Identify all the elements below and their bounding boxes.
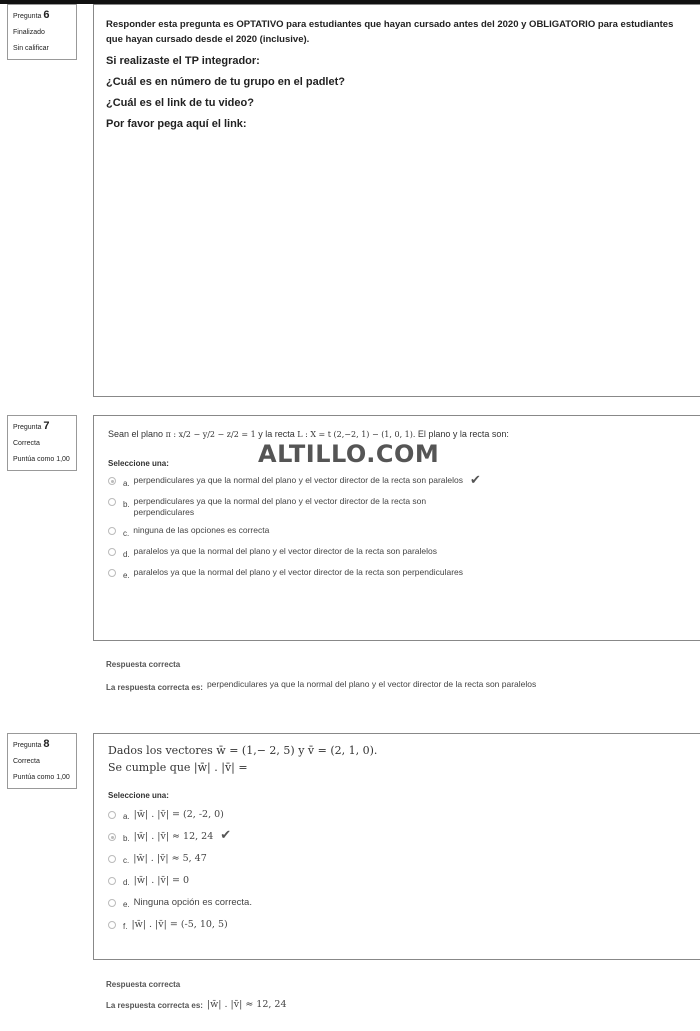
radio-button[interactable] <box>108 498 116 506</box>
question-6-info <box>7 4 77 60</box>
answer-option-d[interactable] <box>108 875 686 888</box>
check-icon: ✔ <box>220 828 232 843</box>
question-heading: Si realizaste el TP integrador: <box>106 55 260 67</box>
radio-button[interactable] <box>108 811 116 819</box>
feedback-label: La respuesta correcta es: <box>106 1001 203 1010</box>
question-status: Correcta <box>13 440 40 447</box>
radio-button[interactable] <box>108 548 116 556</box>
radio-button[interactable] <box>108 569 116 577</box>
question-heading: Por favor pega aquí el link: <box>106 118 247 130</box>
option-letter: a. <box>123 812 130 821</box>
question-7-feedback <box>106 660 536 692</box>
radio-button[interactable] <box>108 921 116 929</box>
answer-option-b[interactable] <box>108 828 686 844</box>
select-prompt: Seleccione una: <box>108 459 169 468</box>
question-8-info <box>7 733 77 789</box>
radio-button[interactable] <box>108 877 116 885</box>
option-letter: e. <box>123 900 130 909</box>
stem-text: y la recta <box>258 429 295 439</box>
check-icon: ✔ <box>470 472 481 487</box>
answer-option-a[interactable] <box>108 472 686 489</box>
option-text: |w̄| . |v̄| = (-5, 10, 5) <box>131 919 228 930</box>
radio-button[interactable] <box>108 833 116 841</box>
answer-option-a[interactable] <box>108 809 686 822</box>
answer-option-c[interactable] <box>108 525 686 539</box>
option-text: |w̄| . |v̄| ≈ 5, 47 <box>133 853 207 864</box>
option-letter: d. <box>123 550 130 559</box>
answer-option-c[interactable] <box>108 853 686 866</box>
question-7-content <box>93 415 700 641</box>
feedback-label: La respuesta correcta es: <box>106 683 203 692</box>
option-letter: c. <box>123 529 130 538</box>
feedback-title: Respuesta correcta <box>106 660 181 669</box>
select-prompt: Seleccione una: <box>108 791 169 800</box>
question-stem-line-1: Dados los vectores w̄ = (1,− 2, 5) y v̄ = (2, 1, 0). <box>108 744 378 757</box>
question-intro: Responder esta pregunta es OPTATIVO para estudiantes que hayan cursado antes del 2020 y OBLIGATORIO para estudiantes que hayan cursado desde el 2020 (inclusive). <box>106 19 674 45</box>
option-letter: d. <box>123 878 130 887</box>
radio-button[interactable] <box>108 477 116 485</box>
option-text: paralelos ya que la normal del plano y el vector director de la recta son perpendiculares <box>133 567 463 577</box>
radio-button[interactable] <box>108 855 116 863</box>
option-letter: b. <box>123 500 130 509</box>
answer-option-b[interactable] <box>108 496 686 518</box>
question-heading: ¿Cuál es el link de tu video? <box>106 97 254 109</box>
watermark: ALTILLO.COM <box>258 440 440 468</box>
option-text: |w̄| . |v̄| = (2, -2, 0) <box>133 809 224 820</box>
question-8-content <box>93 733 700 960</box>
option-letter: c. <box>123 856 130 865</box>
answer-option-d[interactable] <box>108 546 686 560</box>
option-text: paralelos ya que la normal del plano y el vector director de la recta son paralelos <box>133 546 438 556</box>
stem-text: Sean el plano <box>108 429 164 439</box>
question-number: 8 <box>43 738 50 750</box>
answer-option-e[interactable] <box>108 897 686 910</box>
stem-text: . El plano y la recta son: <box>412 429 509 439</box>
plane-equation: π : x/2 − y/2 − z/2 = 1 <box>165 430 256 439</box>
option-text: |w̄| . |v̄| ≈ 12, 24 <box>133 831 214 842</box>
option-text: |w̄| . |v̄| = 0 <box>133 875 190 886</box>
question-grade: Puntúa como 1,00 <box>13 456 70 463</box>
answer-option-e[interactable] <box>108 567 686 581</box>
feedback-answer: |w̄| . |v̄| ≈ 12, 24 <box>206 999 287 1010</box>
option-text: perpendiculares ya que la normal del plano y el vector director de la recta son perpendiculares <box>133 496 427 517</box>
option-text: Ninguna opción es correcta. <box>133 897 252 908</box>
question-label: Pregunta <box>13 13 42 20</box>
radio-button[interactable] <box>108 899 116 907</box>
question-number: 6 <box>43 9 50 21</box>
question-status: Correcta <box>13 758 40 765</box>
option-letter: b. <box>123 834 130 843</box>
question-stem-line-2: Se cumple que |w̄| . |v̄| = <box>108 761 248 774</box>
question-label: Pregunta <box>13 742 42 749</box>
line-equation: L : X = t (2,−2, 1) − (1, 0, 1) <box>297 430 413 439</box>
question-8-feedback <box>106 980 287 1010</box>
option-letter: f. <box>123 922 128 931</box>
question-number: 7 <box>43 420 50 432</box>
option-text: ninguna de las opciones es correcta <box>133 525 270 535</box>
question-6-content <box>93 4 700 397</box>
question-grade: Sin calificar <box>13 45 49 52</box>
answer-option-f[interactable] <box>108 919 686 932</box>
question-heading: ¿Cuál es en número de tu grupo en el padlet? <box>106 76 345 88</box>
question-7-info <box>7 415 77 471</box>
question-status: Finalizado <box>13 29 45 36</box>
question-grade: Puntúa como 1,00 <box>13 774 70 781</box>
option-letter: a. <box>123 479 130 488</box>
feedback-title: Respuesta correcta <box>106 980 181 989</box>
option-text: perpendiculares ya que la normal del plano y el vector director de la recta son paralelos <box>133 475 463 485</box>
question-label: Pregunta <box>13 424 42 431</box>
radio-button[interactable] <box>108 527 116 535</box>
option-letter: e. <box>123 571 130 580</box>
feedback-answer: perpendiculares ya que la normal del plano y el vector director de la recta son paralelos <box>206 679 537 689</box>
